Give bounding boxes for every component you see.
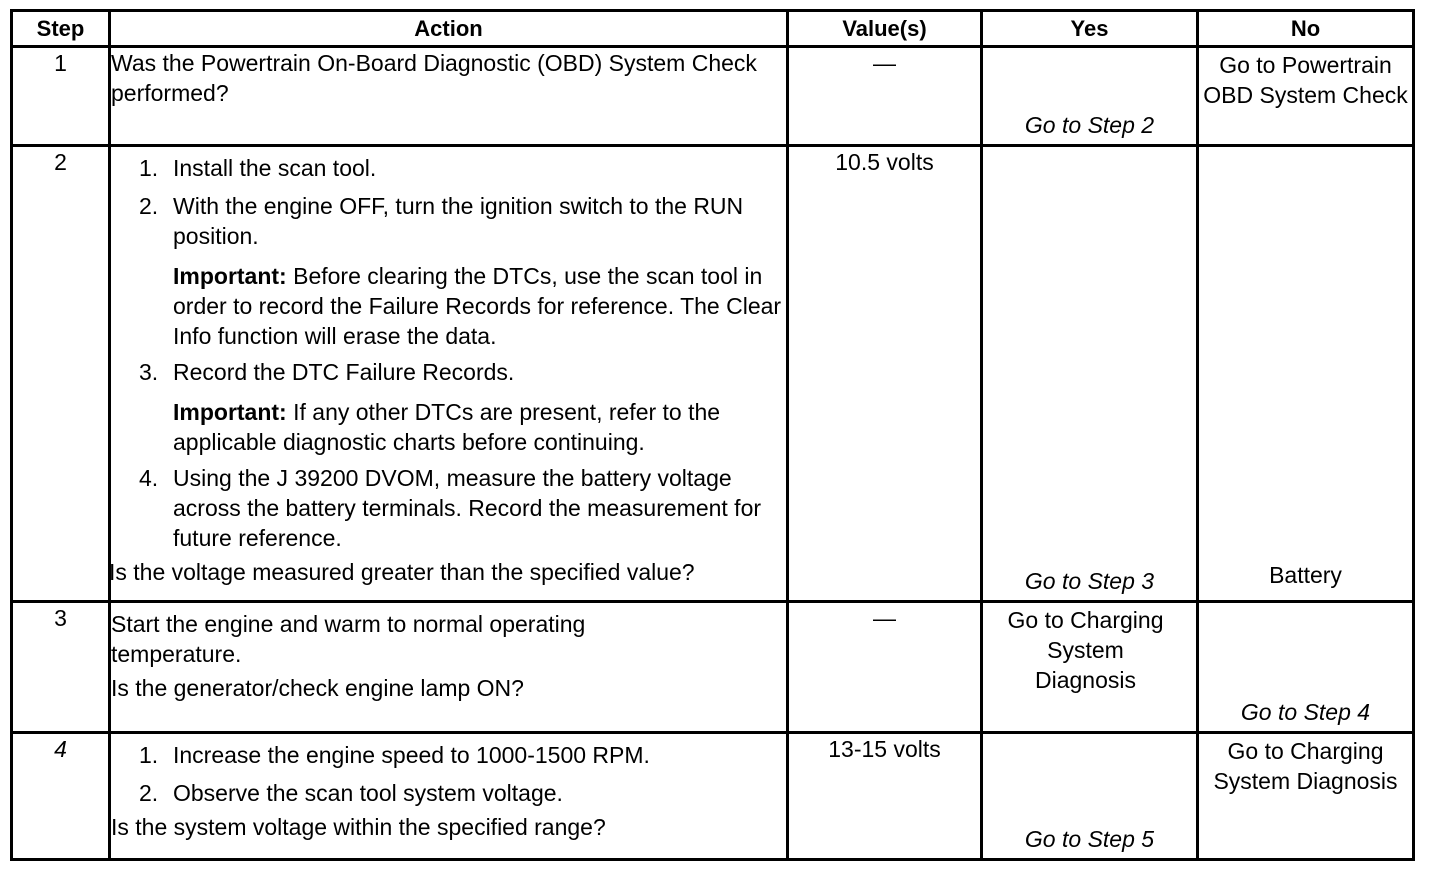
yes-cell (982, 146, 1198, 602)
item-text: Observe the scan tool system voltage. (173, 780, 563, 806)
item-text: Increase the engine speed to 1000-1500 RPM. (173, 742, 650, 768)
item-number: 1. (139, 742, 159, 768)
value-cell: — (788, 602, 982, 733)
yes-cell (982, 47, 1198, 146)
important-note (111, 397, 786, 457)
action-text: Was the Powertrain On-Board Diagnostic (OBD) System Check performed? (111, 50, 757, 106)
table-row (12, 146, 1414, 602)
no-link[interactable]: Go to Powertrain OBD System Check (1203, 52, 1408, 108)
action-text: Start the engine and warm to normal operating temperature. (111, 611, 586, 667)
value-cell: 10.5 volts (788, 146, 982, 602)
no-link[interactable]: Go to Charging System Diagnosis (1213, 738, 1398, 794)
step-number: 4 (12, 733, 110, 860)
header-value: Value(s) (788, 11, 982, 47)
important-label: Important: (173, 399, 287, 425)
header-step: Step (12, 11, 110, 47)
important-text: If any other DTCs are present, refer to the applicable diagnostic charts before continuing. (173, 399, 721, 455)
item-text: Using the J 39200 DVOM, measure the battery voltage across the battery terminals. Record the measurement for future reference. (173, 465, 762, 551)
header-row (12, 11, 1414, 47)
step-number: 2 (12, 146, 110, 602)
item-number: 4. (139, 465, 159, 491)
table-row (12, 602, 1414, 733)
action-list (111, 153, 786, 251)
action-list (111, 740, 786, 808)
yes-cell (982, 733, 1198, 860)
item-number: 2. (139, 780, 159, 806)
action-list (111, 357, 786, 387)
item-number: 2. (139, 193, 159, 219)
yes-link[interactable]: Go to Step 3 (1024, 568, 1155, 594)
step-number: 1 (12, 47, 110, 146)
action-cell (110, 47, 788, 146)
list-item (111, 778, 786, 808)
list-item (111, 740, 786, 770)
value-cell: — (788, 47, 982, 146)
yes-link[interactable]: Go to Step 2 (1024, 112, 1155, 138)
yes-cell (982, 602, 1198, 733)
no-cell (1198, 146, 1414, 602)
important-note (111, 261, 786, 351)
important-text: Before clearing the DTCs, use the scan tool in order to record the Failure Records for reference. The Clear Info function will erase the data. (173, 263, 782, 349)
header-action: Action (110, 11, 788, 47)
table-row (12, 47, 1414, 146)
item-text: With the engine OFF, turn the ignition switch to the RUN position. (173, 193, 744, 249)
action-cell (110, 733, 788, 860)
list-item (111, 463, 786, 553)
value-cell: 13-15 volts (788, 733, 982, 860)
yes-link[interactable]: Go to Charging System Diagnosis (1007, 607, 1164, 693)
list-item (111, 191, 786, 251)
action-list (111, 463, 786, 553)
action-cell (110, 602, 788, 733)
yes-link[interactable]: Go to Step 5 (1024, 826, 1155, 852)
item-text: Install the scan tool. (173, 155, 377, 181)
no-link[interactable]: Go to Step 4 (1240, 699, 1371, 725)
step-number: 3 (12, 602, 110, 733)
action-cell (110, 146, 788, 602)
no-cell (1198, 733, 1414, 860)
question-text: Is the generator/check engine lamp ON? (111, 675, 524, 701)
no-cell (1198, 602, 1414, 733)
header-yes: Yes (982, 11, 1198, 47)
header-no: No (1198, 11, 1414, 47)
item-text: Record the DTC Failure Records. (173, 359, 515, 385)
no-cell (1198, 47, 1414, 146)
diagnostic-table (10, 9, 1415, 861)
important-label: Important: (173, 263, 287, 289)
item-number: 3. (139, 359, 159, 385)
question-text: Is the voltage measured greater than the specified value? (109, 559, 695, 585)
item-number: 1. (139, 155, 159, 181)
no-link[interactable]: Battery (1269, 562, 1342, 588)
question-text: Is the system voltage within the specified range? (111, 814, 606, 840)
table-row (12, 733, 1414, 860)
list-item (111, 357, 786, 387)
list-item (111, 153, 786, 183)
